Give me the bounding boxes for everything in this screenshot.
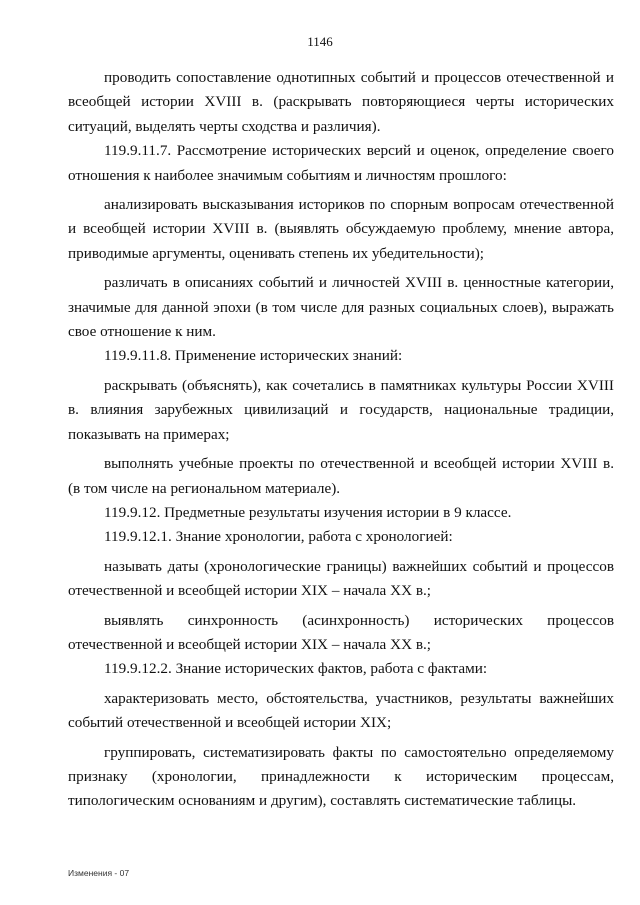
paragraph: различать в описаниях событий и личностей XVIII в. ценностные категории, значимые для данной эпохи (в том числе для разных социальных слоев), выражать свое отношение к ним. bbox=[68, 274, 614, 341]
page-number: 1146 bbox=[307, 34, 333, 49]
paragraph: раскрывать (объяснять), как сочетались в памятниках культуры России XVIII в. влияния зарубежных цивилизаций и государств, национальные традиции, показывать на примерах; bbox=[68, 376, 614, 443]
paragraph: называть даты (хронологические границы) важнейших событий и процессов отечественной и всеобщей истории XIX – начала XX в.; bbox=[68, 557, 614, 600]
paragraph: 119.9.11.8. Применение исторических знаний: bbox=[104, 347, 403, 365]
paragraph: характеризовать место, обстоятельства, участников, результаты важнейших событий отечественной и всеобщей истории XIX; bbox=[68, 689, 614, 732]
paragraph: группировать, систематизировать факты по самостоятельно определяемому признаку (хронологии, принадлежности к историческим процессам, типологическим основаниям и другим), составлять систематические таблицы. bbox=[68, 743, 614, 810]
paragraph: проводить сопоставление однотипных событий и процессов отечественной и всеобщей истории XVIII в. (раскрывать повторяющиеся черты исторических ситуаций, выделять черты сходства и различия). bbox=[68, 69, 614, 135]
paragraph: 119.9.12.2. Знание исторических фактов, работа с фактами: bbox=[104, 660, 488, 678]
paragraph: выявлять синхронность (асинхронность) исторических процессов отечественной и всеобщей истории XIX – начала XX в.; bbox=[68, 611, 614, 653]
footer-revision-note: Изменения - 07 bbox=[68, 868, 130, 878]
paragraph: анализировать высказывания историков по спорным вопросам отечественной и всеобщей истории XVIII в. (выявлять обсуждаемую проблему, мнение автора, приводимые аргументы, оценивать степень их убедительности); bbox=[68, 196, 614, 262]
page-content bbox=[68, 66, 614, 814]
paragraph: выполнять учебные проекты по отечественной и всеобщей истории XVIII в. (в том числе на региональном материале). bbox=[68, 455, 614, 497]
paragraph: 119.9.11.7. Рассмотрение исторических версий и оценок, определение своего отношения к наиболее значимым событиям и личностям прошлого: bbox=[68, 142, 614, 184]
paragraph: 119.9.12.1. Знание хронологии, работа с хронологией: bbox=[104, 528, 453, 546]
paragraph: 119.9.12. Предметные результаты изучения истории в 9 классе. bbox=[104, 503, 512, 521]
